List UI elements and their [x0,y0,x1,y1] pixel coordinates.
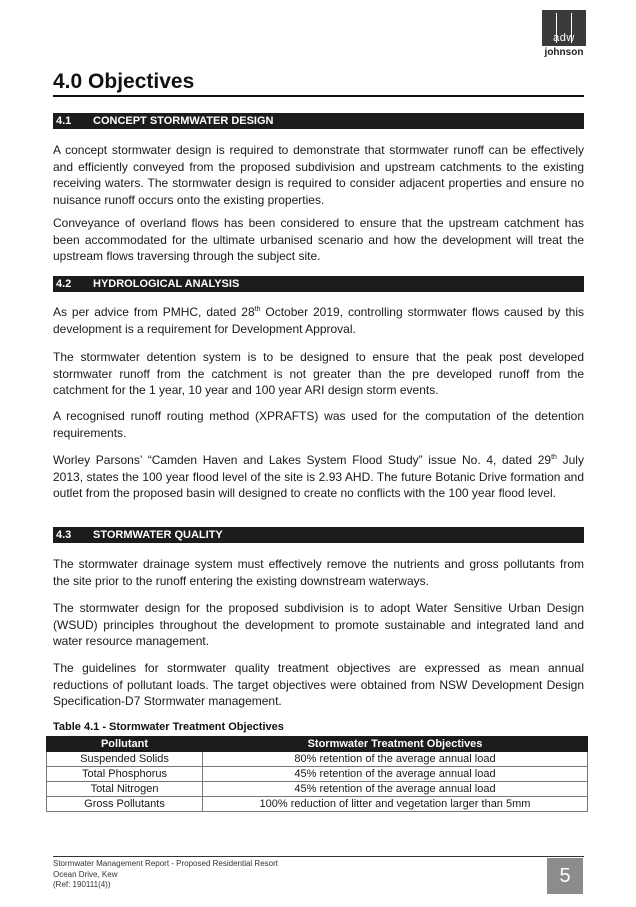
text-run: October 2019, controlling stormwater flows caused by this development is a requirement for Development Approval. [53,305,584,336]
column-header: Stormwater Treatment Objectives [203,737,588,752]
section-title: CONCEPT STORMWATER DESIGN [93,115,274,127]
section-title: HYDROLOGICAL ANALYSIS [93,278,240,290]
text-run: Worley Parsons’ “Camden Haven and Lakes System Flood Study” issue No. 4, dated 29 [53,453,552,467]
table-cell: Suspended Solids [47,752,203,767]
paragraph [53,452,584,502]
paragraph: The stormwater drainage system must effectively remove the nutrients and gross pollutants from the site prior to the runoff entering the existing downstream waterways. [53,557,584,588]
text-run: As per advice from PMHC, dated 28 [53,305,255,319]
table-row [47,752,588,767]
footer-address: Ocean Drive, Kew [53,869,118,879]
table-cell: Gross Pollutants [47,797,203,812]
table-row [47,782,588,797]
table-row [47,767,588,782]
table-cell: Total Phosphorus [47,767,203,782]
paragraph: Conveyance of overland flows has been considered to ensure that the upstream catchment has been accommodated for the ultimate urbanised scenario and how the development will treat the upstream flows traversing through the subject site. [53,216,584,263]
section-number: 4.3 [56,529,72,541]
footer [53,859,278,891]
treatment-objectives-table [46,736,588,812]
section-number: 4.2 [56,278,72,290]
paragraph: A concept stormwater design is required to demonstrate that stormwater runoff can be effectively and efficiently conveyed from the proposed subdivision and upstream catchments to the existing receiving waters. The stormwater design is required to consider adjacent properties and ensure no nuisance runoff occurs onto the existing properties. [53,143,584,207]
page-title: 4.0 Objectives [53,70,195,93]
company-logo [542,10,586,60]
table-cell: 100% reduction of litter and vegetation larger than 5mm [203,797,588,812]
footer-divider [53,856,584,857]
table-cell: Total Nitrogen [47,782,203,797]
logo-name: johnson [544,47,584,58]
table-header-row [47,737,588,752]
page-number: 5 [547,858,583,894]
paragraph [53,304,584,337]
section-title: STORMWATER QUALITY [93,529,223,541]
section-heading-4-1 [53,113,584,129]
paragraph: The stormwater detention system is to be designed to ensure that the peak post developed stormwater runoff from the catchment is not greater than the pre developed runoff from the catchment for the 1 year, 10 year and 100 year ARI design storm events. [53,350,584,397]
paragraph: The stormwater design for the proposed subdivision is to adopt Water Sensitive Urban Design (WSUD) principles throughout the development to promote sustainable and integrated land and water resource management. [53,601,584,648]
footer-reference: (Ref: 190111(4)) [53,880,111,889]
title-divider [53,95,584,97]
paragraph: A recognised runoff routing method (XPRAFTS) was used for the computation of the detention requirements. [53,409,584,440]
table-caption: Table 4.1 - Stormwater Treatment Objectives [53,721,284,733]
table-cell: 80% retention of the average annual load [203,752,588,767]
logo-brand: adw [553,32,575,44]
section-heading-4-3 [53,527,584,543]
footer-report-title: Stormwater Management Report - Proposed Residential Resort [53,859,278,868]
logo-mark [542,10,586,46]
section-number: 4.1 [56,115,72,127]
ordinal-suffix: th [254,306,261,313]
column-header: Pollutant [47,737,203,752]
table-cell: 45% retention of the average annual load [203,782,588,797]
paragraph: The guidelines for stormwater quality treatment objectives are expressed as mean annual reductions of pollutant loads. The target objectives were obtained from NSW Development Design Specification-D7 Stormwater management. [53,661,584,708]
ordinal-suffix: th [551,454,557,461]
section-heading-4-2 [53,276,584,292]
table-cell: 45% retention of the average annual load [203,767,588,782]
text-run: July 2013, states the 100 year flood level of the site is 2.93 AHD. The future Botanic Drive formation and outlet from the proposed basin will designed to create no conflicts with the 100 year flood level. [53,453,584,500]
table-row [47,797,588,812]
